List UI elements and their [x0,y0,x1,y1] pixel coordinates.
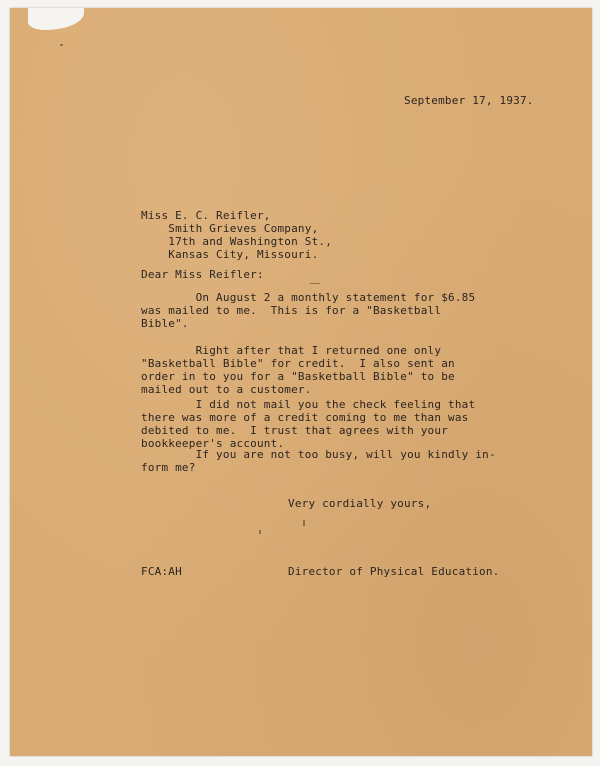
paragraph-line: debited to me. I trust that agrees with your [141,424,449,437]
paragraph-line: On August 2 a monthly statement for $6.85 [141,291,476,304]
paper-speck [310,283,320,284]
paper-speck [303,520,305,526]
closing: Very cordially yours, [288,497,432,510]
recipient-address [141,209,332,261]
paragraph-line: was mailed to me. This is for a "Basketball [141,304,442,317]
paragraph-line: Right after that I returned one only [141,344,442,357]
paragraph-line: Bible". [141,317,189,330]
address-line: Miss E. C. Reifler, [141,209,271,222]
paragraph-return [141,344,455,396]
paragraph-line: I did not mail you the check feeling that [141,398,476,411]
paragraph-line: If you are not too busy, will you kindly in- [141,448,496,461]
paper-speck [60,44,63,46]
paragraph-line: form me? [141,461,196,474]
letter-date: September 17, 1937. [404,94,534,107]
address-line: 17th and Washington St., [141,235,333,248]
typist-initials: FCA:AH [141,565,182,578]
address-line: Kansas City, Missouri. [141,248,319,261]
paragraph-line: order in to you for a "Basketball Bible" to be [141,370,455,383]
salutation: Dear Miss Reifler: [141,268,264,281]
paragraph-line: mailed out to a customer. [141,383,312,396]
address-line: Smith Grieves Company, [141,222,319,235]
paragraph-line: "Basketball Bible" for credit. I also sent an [141,357,455,370]
paragraph-line: bookkeeper's account. [141,437,285,450]
signature-title: Director of Physical Education. [288,565,500,578]
paper-speck [259,530,261,534]
paragraph-check [141,398,475,450]
paragraph-line: there was more of a credit coming to me than was [141,411,469,424]
paragraph-request [141,448,496,474]
paragraph-statement [141,291,475,330]
